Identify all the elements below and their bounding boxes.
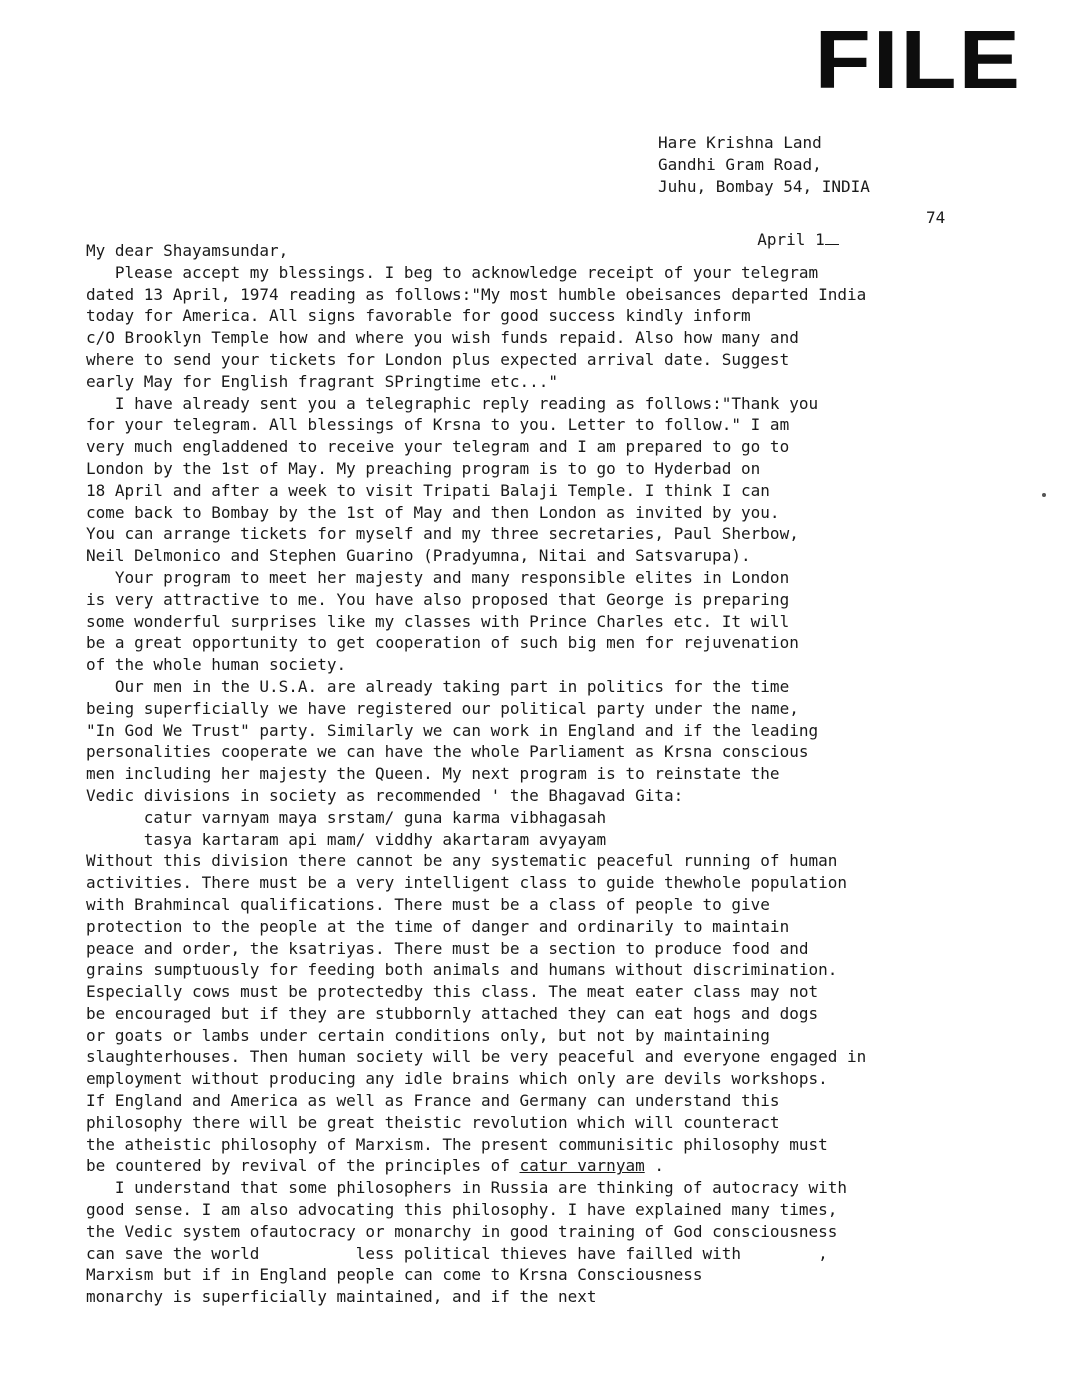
body-line: Vedic divisions in society as recommended ' the Bhagavad Gita:	[86, 785, 684, 805]
address-line: Hare Krishna Land	[658, 133, 822, 152]
date-year: 74	[926, 208, 946, 227]
body-paragraphs	[86, 262, 1046, 1156]
body-line: Especially cows must be protectedby this class. The meat eater class may not	[86, 982, 819, 1002]
body-line: be encouraged but if they are stubbornly attached they can eat hogs and dogs	[86, 1003, 819, 1023]
underlined-phrase: catur varnyam	[519, 1156, 645, 1176]
body-line: be a great opportunity to get cooperation of such big men for rejuvenation	[86, 633, 799, 653]
body-line: "In God We Trust" party. Similarly we can work in England and if the leading	[86, 720, 819, 740]
body-line: London by the 1st of May. My preaching program is to go to Hyderbad on	[86, 458, 761, 478]
body-line: philosophy there will be great theistic revolution which will counteract	[86, 1112, 780, 1132]
address-line: Juhu, Bombay 54, INDIA	[658, 177, 870, 196]
body-line: If England and America as well as France and Germany can understand this	[86, 1091, 780, 1111]
body-line: catur varnyam maya srstam/ guna karma vibhagasah	[86, 807, 607, 827]
body-line	[86, 1155, 1046, 1177]
body-line: dated 13 April, 1974 reading as follows:"My most humble obeisances departed India	[86, 284, 867, 304]
body-line: the atheistic philosophy of Marxism. The present communisitic philosophy must	[86, 1134, 828, 1154]
body-line: some wonderful surprises like my classes with Prince Charles etc. It will	[86, 611, 790, 631]
body-line: c/O Brooklyn Temple how and where you wish funds repaid. Also how many and	[86, 328, 799, 348]
closing-paragraph	[86, 1177, 1046, 1308]
body-line: employment without producing any idle brains which only are devils workshops.	[86, 1069, 828, 1089]
body-line: early May for English fragrant SPringtime etc..."	[86, 371, 559, 391]
body-line: the Vedic system ofautocracy or monarchy in good training of God consciousness	[86, 1221, 838, 1241]
body-line: I have already sent you a telegraphic reply reading as follows:"Thank you	[86, 393, 819, 413]
body-line: Neil Delmonico and Stephen Guarino (Pradyumna, Nitai and Satsvarupa).	[86, 546, 751, 566]
body-line: men including her majesty the Queen. My next program is to reinstate the	[86, 764, 780, 784]
body-line: I understand that some philosophers in Russia are thinking of autocracy with	[86, 1178, 847, 1198]
letter-body	[86, 240, 1046, 1308]
body-line: grains sumptuously for feeding both animals and humans without discrimination.	[86, 960, 838, 980]
body-line: Your program to meet her majesty and many responsible elites in London	[86, 567, 790, 587]
sender-address	[658, 132, 870, 198]
text-segment: .	[644, 1156, 664, 1176]
file-stamp: FILE	[814, 14, 1022, 106]
body-line: protection to the people at the time of danger and ordinarily to maintain	[86, 916, 790, 936]
salutation: My dear Shayamsundar,	[86, 241, 289, 260]
body-line: Our men in the U.S.A. are already taking part in politics for the time	[86, 676, 790, 696]
body-line: today for America. All signs favorable for good success kindly inform	[86, 306, 751, 326]
body-line: where to send your tickets for London plus expected arrival date. Suggest	[86, 349, 790, 369]
body-line: Without this division there cannot be any systematic peaceful running of human	[86, 851, 838, 871]
body-line: of the whole human society.	[86, 655, 347, 675]
body-line: good sense. I am also advocating this philosophy. I have explained many times,	[86, 1200, 838, 1220]
body-line: peace and order, the ksatriyas. There must be a section to produce food and	[86, 938, 809, 958]
body-line: You can arrange tickets for myself and my three secretaries, Paul Sherbow,	[86, 524, 799, 544]
body-line: very much engladdened to receive your telegram and I am prepared to go to	[86, 437, 790, 457]
body-line: 18 April and after a week to visit Tripati Balaji Temple. I think I can	[86, 480, 770, 500]
body-line: for your telegram. All blessings of Krsna to you. Letter to follow." I am	[86, 415, 790, 435]
address-line: Gandhi Gram Road,	[658, 155, 822, 174]
body-line: with Brahmincal qualifications. There must be a class of people to give	[86, 894, 770, 914]
body-line: personalities cooperate we can have the whole Parliament as Krsna conscious	[86, 742, 809, 762]
body-line: being superficially we have registered our political party under the name,	[86, 698, 799, 718]
body-line: Marxism but if in England people can come to Krsna Consciousness	[86, 1265, 703, 1285]
body-line: slaughterhouses. Then human society will be very peaceful and everyone engaged in	[86, 1047, 867, 1067]
margin-dot	[1042, 493, 1046, 497]
date-text: April 1	[757, 230, 825, 249]
body-line: is very attractive to me. You have also proposed that George is preparing	[86, 589, 790, 609]
body-line: can save the world less political thieves have failled with ,	[86, 1243, 828, 1263]
body-line: tasya kartaram api mam/ viddhy akartaram avyayam	[86, 829, 607, 849]
body-line: monarchy is superficially maintained, and if the next	[86, 1287, 597, 1307]
body-line: activities. There must be a very intelligent class to guide thewhole population	[86, 873, 847, 893]
body-line: Please accept my blessings. I beg to acknowledge receipt of your telegram	[86, 262, 819, 282]
body-line: come back to Bombay by the 1st of May and then London as invited by you.	[86, 502, 780, 522]
body-line: or goats or lambs under certain conditions only, but not by maintaining	[86, 1025, 770, 1045]
text-segment: be countered by revival of the principles of	[86, 1156, 520, 1176]
